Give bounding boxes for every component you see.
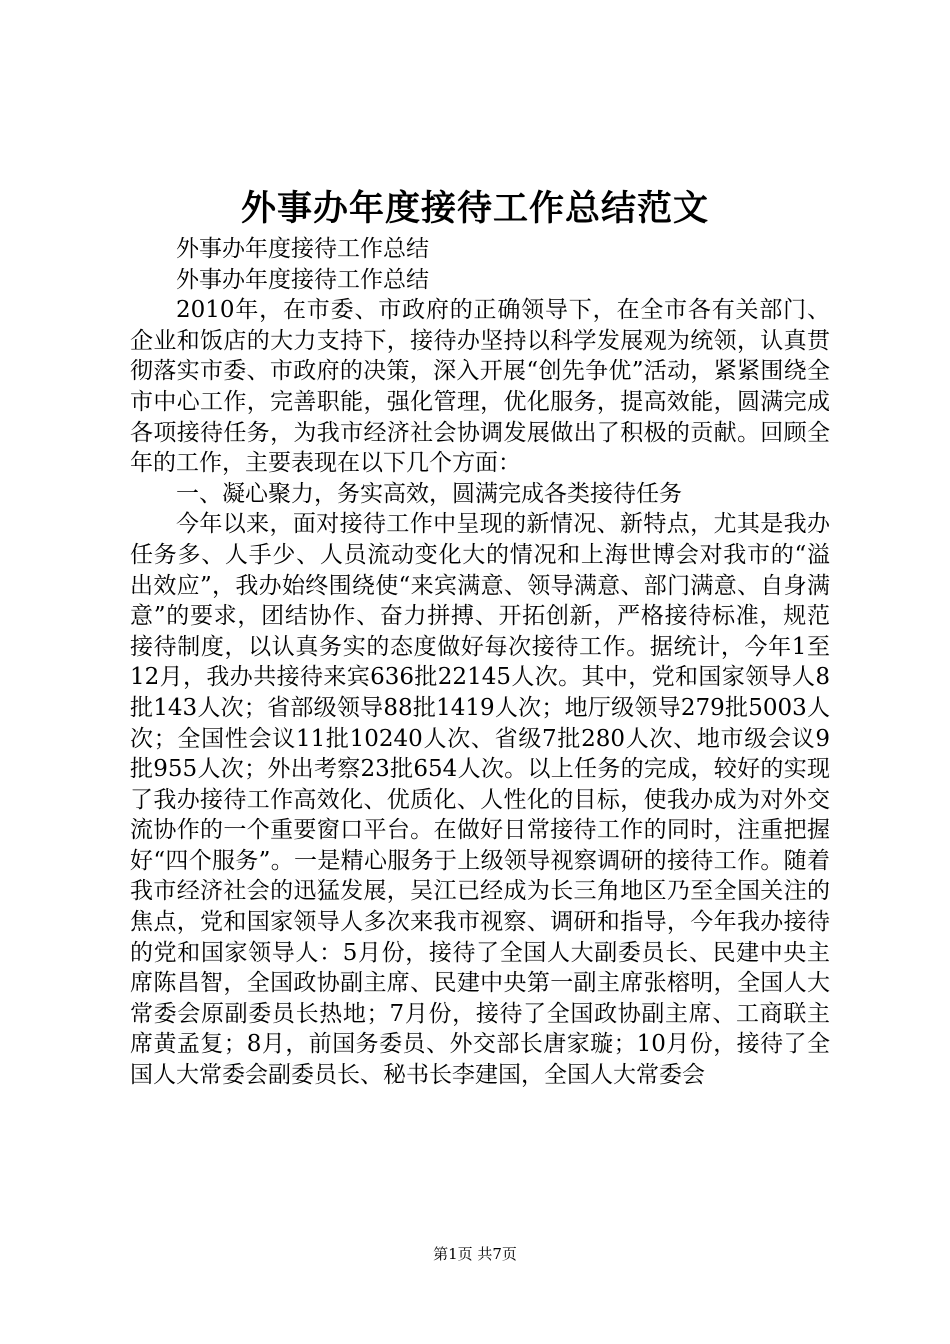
document-title: 外事办年度接待工作总结范文: [240, 188, 709, 229]
body-paragraph: 今年以来，面对接待工作中呈现的新情况、新特点，尤其是我办任务多、人手少、人员流动变化大的情况和上海世博会对我市的“溢出效应”，我办始终围绕使“来宾满意、领导满意、部门满意、自身满意”的要求，团结协作、奋力拼搏、开拓创新，严格接待标准，规范接待制度，以认真务实的态度做好每次接待工作。据统计，今年1至12月，我办共接待来宾636批22145人次。其中，党和国家领导人8批143人次；省部级领导88批1419人次；地厅级领导279批5003人次；全国性会议11批10240人次、省级7批280人次、地市级会议9批955人次；外出考察23批654人次。以上任务的完成，较好的实现了我办接待工作高效化、优质化、人性化的目标，使我办成为对外交流协作的一个重要窗口平台。在做好日常接待工作的同时，注重把握好“四个服务”。一是精心服务于上级领导视察调研的接待工作。随着我市经济社会的迅猛发展，吴江已经成为长三角地区乃至全国关注的焦点，党和国家领导人多次来我市视察、调研和指导，今年我办接待的党和国家领导人：5月份，接待了全国人大副委员长、民建中央主席陈昌智，全国政协副主席、民建中央第一副主席张榕明，全国人大常委会原副委员长热地；7月份，接待了全国政协副主席、工商联主席黄孟复；8月，前国务委员、外交部长唐家璇；10月份，接待了全国人大常委会副委员长、秘书长李建国，全国人大常委会: [130, 511, 830, 1089]
subtitle-line: 外事办年度接待工作总结: [176, 236, 429, 262]
body-paragraph: 2010年，在市委、市政府的正确领导下，在全市各有关部门、企业和饭店的大力支持下，接待办坚持以科学发展观为统领，认真贯彻落实市委、市政府的决策，深入开展“创先争优”活动，紧紧围绕全市中心工作，完善职能，强化管理，优化服务，提高效能，圆满完成各项接待任务，为我市经济社会协调发展做出了积极的贡献。回顾全年的工作，主要表现在以下几个方面：: [130, 297, 830, 477]
subtitle-line: 外事办年度接待工作总结: [176, 266, 429, 293]
document-body: [130, 234, 830, 1091]
section-heading: 一、凝心聚力，务实高效，圆满完成各类接待任务: [176, 480, 682, 507]
page-number-footer: 第1页 共7页: [433, 1245, 517, 1263]
